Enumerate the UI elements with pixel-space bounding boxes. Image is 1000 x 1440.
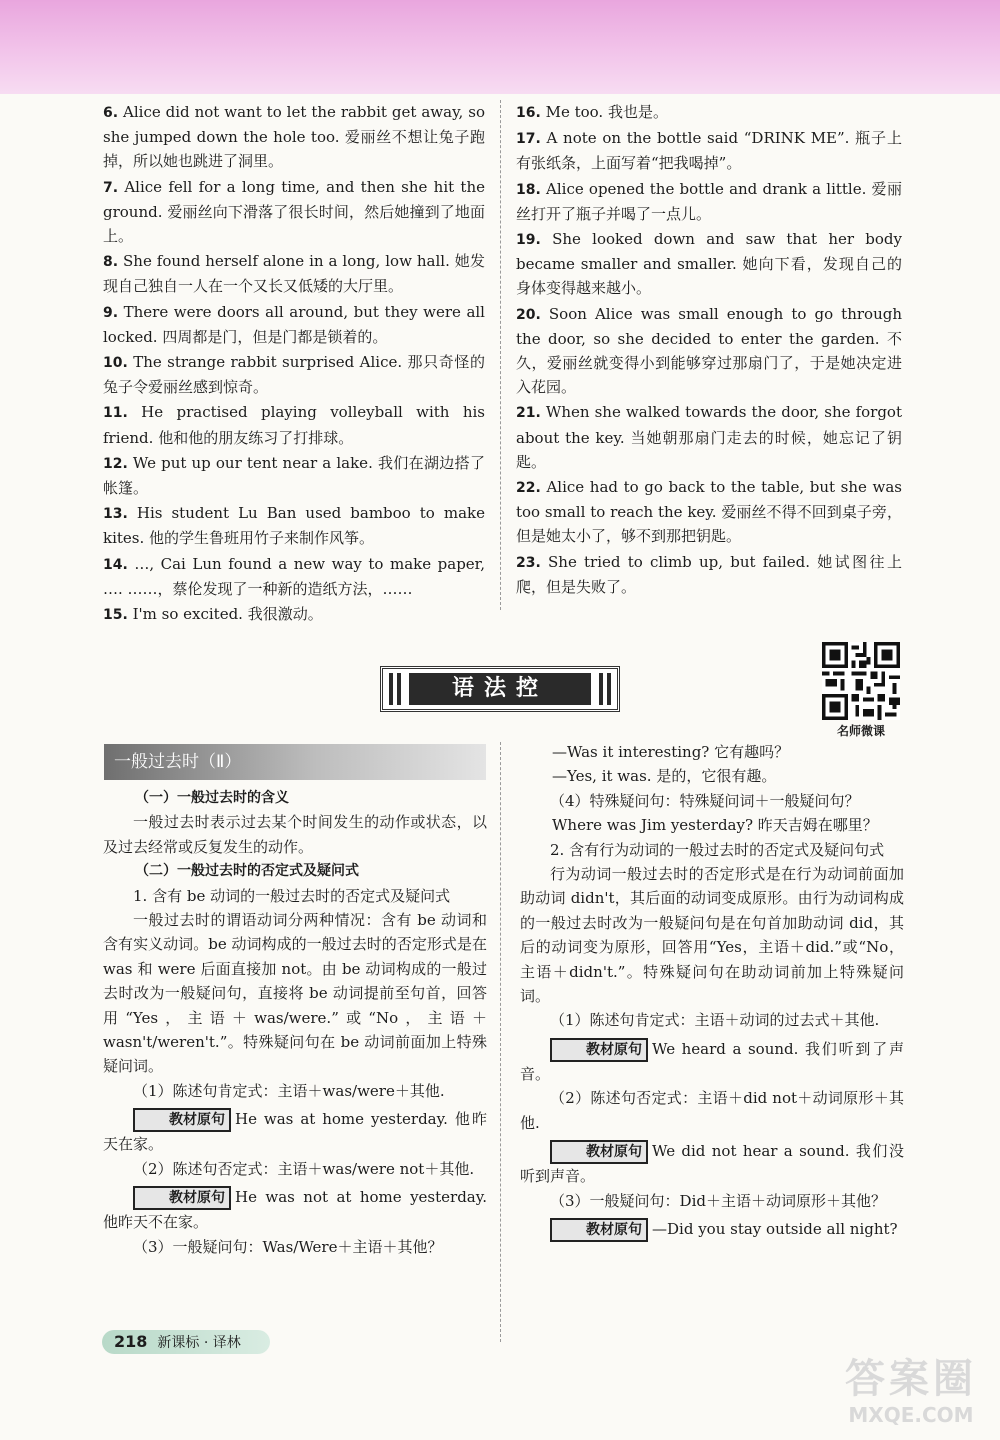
textbook-example: 教材原句 —Did you stay outside all night? <box>520 1217 904 1242</box>
section-banner <box>380 666 620 712</box>
translation-item: 16. Me too. 我也是。 <box>516 103 668 121</box>
translation-item: 19. She looked down and saw that her body became smaller and smaller. 她向下看，发现自己的身体变得越来越小。 <box>516 230 902 298</box>
translation-item: 23. She tried to climb up, but failed. 她试图往上爬，但是失败了。 <box>516 552 902 596</box>
grammar-heading: （一）一般过去时的含义 <box>135 790 289 806</box>
grammar-rule: （1）陈述句肯定式：主语＋was/were＋其他. <box>133 1081 445 1100</box>
banner-title: 语法控 <box>409 673 591 705</box>
banner-stripe <box>607 673 611 705</box>
banner-stripe <box>389 673 393 705</box>
grammar-rule: （1）陈述句肯定式：主语＋动词的过去式＋其他. <box>550 1011 880 1030</box>
page-number: 218 <box>114 1332 148 1351</box>
header-band <box>0 0 1000 94</box>
grammar-paragraph: 一般过去时的谓语动词分两种情况：含有 be 动词和含有实义动词。be 动词构成的一般过去时的否定形式是在 was 和 were 后面直接加 not。由 be 动词构成的一般过去时改为一般疑问句，直接将 be 动词提前至句首，回答用“Yes，主语＋was/were.”或“No，主语＋wasn't/weren't.”。特殊疑问句在 be 动词前面加上特殊疑问词。 <box>103 911 487 1076</box>
grammar-rule: （3）一般疑问句：Was/Were＋主语＋其他？ <box>133 1237 443 1256</box>
textbook-example: 教材原句 He was at home yesterday. 他昨天在家。 <box>103 1110 487 1154</box>
translation-item: 14. …, Cai Lun found a new way to make paper, …. ……，蔡伦发现了一种新的造纸方法，…… <box>103 554 485 598</box>
example-line: Where was Jim yesterday? 昨天吉姆在哪里？ <box>552 816 878 835</box>
grammar-section-title: 一般过去时（Ⅱ） <box>104 744 486 780</box>
textbook-example: 教材原句 We did not hear a sound. 我们没听到声音。 <box>520 1142 904 1186</box>
translation-item: 10. The strange rabbit surprised Alice. 那只奇怪的兔子令爱丽丝感到惊奇。 <box>103 353 485 397</box>
translation-item: 6. Alice did not want to let the rabbit get away, so she jumped down the hole too. 爱丽丝不想让兔子跑掉，所以她也跳进了洞里。 <box>103 103 485 171</box>
column-divider <box>500 742 501 1342</box>
grammar-rule: （4）特殊疑问句：特殊疑问词＋一般疑问句？ <box>550 791 860 810</box>
grammar-right-column <box>520 740 904 1242</box>
translation-item: 18. Alice opened the bottle and drank a little. 爱丽丝打开了瓶子并喝了一点儿。 <box>516 179 902 223</box>
dialogue-line: —Yes, it was. 是的，它很有趣。 <box>552 767 777 786</box>
translations-left-column <box>103 100 485 627</box>
translation-item: 17. A note on the bottle said “DRINK ME”. 瓶子上有张纸条，上面写着“把我喝掉”。 <box>516 129 902 173</box>
grammar-heading: 2. 含有行为动词的一般过去时的否定式及疑问句式 <box>550 840 885 859</box>
translation-item: 8. She found herself alone in a long, low hall. 她发现自己独自一人在一个又长又低矮的大厅里。 <box>103 252 485 296</box>
grammar-paragraph: 1. 含有 be 动词的一般过去时的否定式及疑问式 <box>133 886 451 905</box>
textbook-tag: 教材原句 <box>550 1140 648 1164</box>
site-watermark: 答案圈 MXQE.COM <box>845 1356 977 1427</box>
grammar-rule: （3）一般疑问句：Did＋主语＋动词原形＋其他？ <box>550 1191 886 1210</box>
translation-item: 13. His student Lu Ban used bamboo to make kites. 他的学生鲁班用竹子来制作风筝。 <box>103 504 485 548</box>
translation-item: 7. Alice fell for a long time, and then she hit the ground. 爱丽丝向下滑落了很长时间，然后她撞到了地面上。 <box>103 177 485 246</box>
translation-item: 12. We put up our tent near a lake. 我们在湖边搭了帐篷。 <box>103 453 485 498</box>
qr-code-icon[interactable] <box>822 642 900 720</box>
translation-item: 21. When she walked towards the door, she forgot about the key. 当她朝那扇门走去的时候，她忘记了钥匙。 <box>516 403 902 471</box>
dialogue-line: —Was it interesting? 它有趣吗？ <box>552 743 790 761</box>
page-footer <box>102 1330 270 1354</box>
grammar-paragraph: 行为动词一般过去时的否定形式是在行为动词前面加助动词 didn't，其后面的动词变成原形。由行为动词构成的一般过去时改为一般疑问句是在句首加助动词 did，其后的动词变为原形，回答用“Yes，主语＋did.”或“No，主语＋didn't.”。特殊疑问句在助动词前加上特殊疑问词。 <box>520 865 904 1006</box>
translation-item: 9. There were doors all around, but they were all locked. 四周都是门，但是门都是锁着的。 <box>103 302 485 346</box>
grammar-rule: （2）陈述句否定式：主语＋did not＋动词原形＋其他. <box>520 1089 904 1132</box>
translation-item: 11. He practised playing volleyball with his friend. 他和他的朋友练习了打排球。 <box>103 403 485 447</box>
translation-item: 15. I'm so excited. 我很激动。 <box>103 605 323 624</box>
translation-item: 20. Soon Alice was small enough to go through the door, so she decided to enter the garden. 不久，爱丽丝就变得小到能够穿过那扇门了，于是她决定进入花园。 <box>516 304 902 397</box>
textbook-example: 教材原句 He was not at home yesterday. 他昨天不在家。 <box>103 1188 487 1232</box>
textbook-example: 教材原句 We heard a sound. 我们听到了声音。 <box>520 1039 904 1083</box>
translations-right-column <box>516 100 902 599</box>
textbook-tag: 教材原句 <box>550 1218 648 1242</box>
grammar-left-column <box>103 786 487 1259</box>
grammar-rule: （2）陈述句否定式：主语＋was/were not＋其他. <box>133 1159 475 1178</box>
grammar-heading: （二）一般过去时的否定式及疑问式 <box>135 863 359 880</box>
textbook-tag: 教材原句 <box>133 1186 231 1210</box>
grammar-paragraph: 一般过去时表示过去某个时间发生的动作或状态，以及过去经常或反复发生的动作。 <box>103 813 487 856</box>
translation-item: 22. Alice had to go back to the table, but she was too small to reach the key. 爱丽丝不得不回到桌子旁，但是她太小了，够不到那把钥匙。 <box>516 478 902 546</box>
series-name: 新课标 · 译林 <box>157 1335 241 1351</box>
textbook-tag: 教材原句 <box>133 1108 231 1132</box>
banner-stripe <box>397 673 401 705</box>
textbook-tag: 教材原句 <box>550 1038 648 1062</box>
column-divider <box>500 100 501 610</box>
banner-stripe <box>599 673 603 705</box>
qr-caption: 名师微课 <box>836 724 885 738</box>
